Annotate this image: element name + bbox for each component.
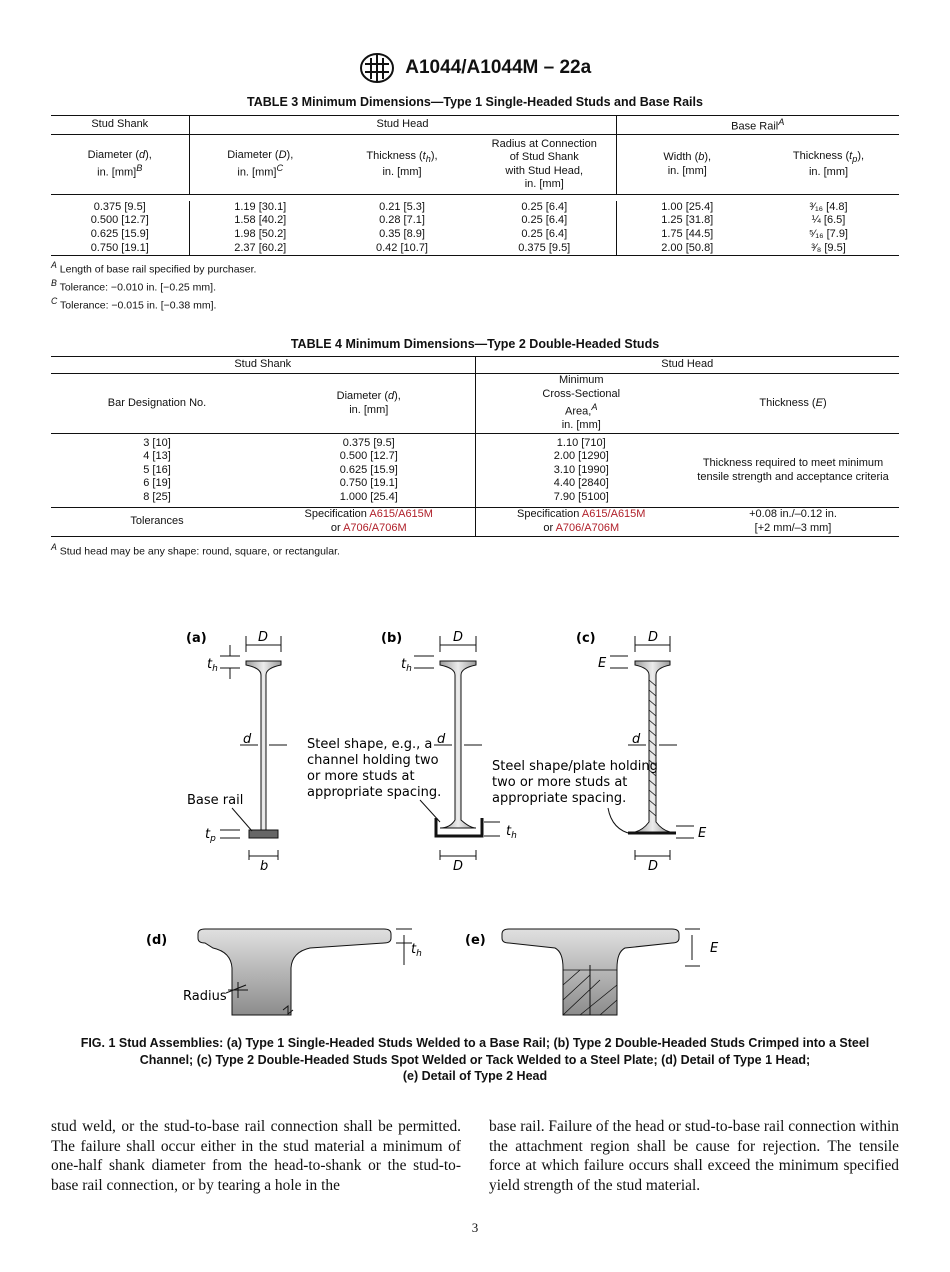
table4-diameter-list: 0.375 [9.5] 0.500 [12.7] 0.625 [15.9] 0.750 [19.1] 1.000 [25.4] bbox=[263, 434, 475, 508]
table-row: 0.500 [12.7] 1.58 [40.2] 0.28 [7.1] 0.25 [6.4] 1.25 [31.8] ¼ [6.5] bbox=[90, 214, 846, 227]
note-b-line: channel holding two bbox=[307, 753, 439, 768]
spec-link[interactable]: A706/A706M bbox=[555, 522, 620, 535]
fig-label-a: (a) bbox=[186, 631, 207, 646]
fig-label-b: (b) bbox=[381, 631, 403, 646]
table4-area-list: 1.10 [710] 2.00 [1290] 3.10 [1990] 4.40 [2840] 7.90 [5100] bbox=[475, 434, 687, 508]
dim-E: E bbox=[598, 656, 607, 671]
table4-title: TABLE 4 Minimum Dimensions—Type 2 Double-Headed Studs bbox=[290, 337, 660, 351]
note-base-rail: Base rail bbox=[187, 793, 244, 808]
dim-th: $t_h$ bbox=[411, 942, 422, 959]
table3-col-shank-diameter: Diameter (d), in. [mm]$^B$ bbox=[51, 135, 189, 195]
dim-tp: $t_p$ bbox=[205, 827, 216, 844]
table3-col-head-diameter: Diameter (D), in. [mm]$^C$ bbox=[189, 135, 331, 195]
dim-D: D bbox=[258, 630, 269, 645]
dim-th: $t_h$ bbox=[401, 657, 412, 674]
body-text-left: stud weld, or the stud-to-base rail connection shall be permitted. The failure shall occur either in the stud material a minimum of one-half shank diameter from the head-to-shank or the stud-to-base rail connection, or by tearing a hole in the bbox=[51, 1118, 461, 1194]
spec-link[interactable]: A706/A706M bbox=[343, 522, 407, 535]
table3-group-shank: Stud Shank bbox=[51, 116, 189, 135]
table3-col-head-thickness: Thickness $(t_h)$, in. [mm] bbox=[331, 135, 473, 195]
fig-label-d: (d) bbox=[146, 933, 168, 948]
dim-d: d bbox=[243, 732, 252, 747]
note-c-line: two or more studs at bbox=[492, 775, 628, 790]
table-row: 0.375 [9.5] 1.19 [30.1] 0.21 [5.3] 0.25 [6.4] 1.00 [25.4] ³⁄₁₆ [4.8] bbox=[93, 200, 848, 213]
note-b-line: Steel shape, e.g., a bbox=[307, 737, 433, 752]
dim-D: D bbox=[453, 859, 464, 874]
body-text-right: base rail. Failure of the head or stud-to-base rail connection within the attachment region shall be cause for rejection. The tensile force at which failure occurs shall exceed the minimum specified yield strength of the stud material. bbox=[489, 1118, 899, 1194]
dim-d: d bbox=[632, 732, 641, 747]
table4-tol-thickness: +0.08 in./–0.12 in. [+2 mm/–3 mm] bbox=[687, 508, 899, 537]
table4-tol-area: Specification A615/A615M or A706/A706M bbox=[475, 508, 687, 537]
note-c-line: appropriate spacing. bbox=[492, 791, 627, 806]
table-row: 0.750 [19.1] 2.37 [60.2] 0.42 [10.7] 0.375 [9.5] 2.00 [50.8] ³⁄₈ [9.5] bbox=[51, 242, 899, 256]
table3-title: TABLE 3 Minimum Dimensions—Type 1 Single-Headed Studs and Base Rails bbox=[247, 95, 703, 109]
table4-group-shank: Stud Shank bbox=[51, 357, 475, 374]
table4-thickness-note: Thickness required to meet minimum tensile strength and acceptance criteria bbox=[687, 434, 899, 508]
dim-th: $t_h$ bbox=[207, 657, 218, 674]
table4-footnote: $^A$ Stud head may be any shape: round, square, or rectangular. bbox=[51, 542, 340, 558]
dim-E: E bbox=[698, 826, 707, 841]
footnote: $^C$ Tolerance: −0.015 in. [−0.38 mm]. bbox=[51, 295, 217, 312]
fig-label-c: (c) bbox=[576, 631, 596, 646]
dim-D: D bbox=[648, 630, 659, 645]
note-radius: Radius bbox=[183, 989, 227, 1004]
page-number: 3 bbox=[471, 1220, 479, 1235]
table4-tol-diameter: Specification A615/A615M or A706/A706M bbox=[263, 508, 475, 537]
dim-th: $t_h$ bbox=[506, 824, 517, 841]
table3-group-rail: Base Rail$^A$ bbox=[616, 116, 899, 135]
spec-link[interactable]: A615/A615M bbox=[581, 508, 646, 521]
standard-designation: A1044/A1044M – 22a bbox=[405, 57, 592, 78]
table4-col-bar-designation: Bar Designation No. bbox=[51, 374, 263, 434]
dim-d: d bbox=[437, 732, 446, 747]
table4-tolerances-label: Tolerances bbox=[51, 508, 263, 537]
type1-head-detail bbox=[198, 929, 391, 1015]
table-row: 0.625 [15.9] 1.98 [50.2] 0.35 [8.9] 0.25 [6.4] 1.75 [44.5] ⁵⁄₁₆ [7.9] bbox=[90, 227, 848, 240]
base-rail bbox=[249, 830, 278, 838]
table4-group-head: Stud Head bbox=[475, 357, 899, 374]
table3-col-rail-width: Width (b), in. [mm] bbox=[616, 135, 758, 195]
table3-col-rail-thickness: Thickness $(t_p)$, in. [mm] bbox=[758, 135, 899, 195]
spec-link[interactable]: A615/A615M bbox=[369, 508, 433, 521]
dim-D: D bbox=[648, 859, 659, 874]
footnote: $^B$ Tolerance: −0.010 in. [−0.25 mm]. bbox=[51, 277, 216, 294]
note-c-line: Steel shape/plate holding bbox=[492, 759, 658, 774]
dim-E: E bbox=[710, 941, 719, 956]
table3-col-radius: Radius at Connection of Stud Shank with Stud Head, in. [mm] bbox=[473, 135, 616, 195]
footnote: $^A$ Length of base rail specified by purchaser. bbox=[51, 260, 257, 276]
dim-D: D bbox=[453, 630, 464, 645]
note-b-line: or more studs at bbox=[307, 769, 415, 784]
dim-b: b bbox=[260, 859, 269, 874]
fig-label-e: (e) bbox=[465, 933, 486, 948]
table3-group-head: Stud Head bbox=[189, 116, 616, 135]
table4-bar-list: 3 [10] 4 [13] 5 [16] 6 [19] 8 [25] bbox=[51, 434, 263, 508]
figure-caption: FIG. 1 Stud Assemblies: (a) Type 1 Single-Headed Studs Welded to a Base Rail; (b) Type 2 Double-Headed Studs Crimped into a Steel Channel; (c) Type 2 Double-Headed Studs Spot Welded or Tack Welded to a Steel Plate; (d) Detail of Type 1 Head; (e) Detail of Type 2 Head bbox=[80, 1036, 870, 1083]
table4-col-diameter: Diameter (d), in. [mm] bbox=[263, 374, 475, 434]
table4-col-area: Minimum Cross-Sectional Area,$^A$ in. [mm] bbox=[475, 374, 687, 434]
table4-col-thickness: Thickness (E) bbox=[687, 374, 899, 434]
note-b-line: appropriate spacing. bbox=[307, 785, 442, 800]
